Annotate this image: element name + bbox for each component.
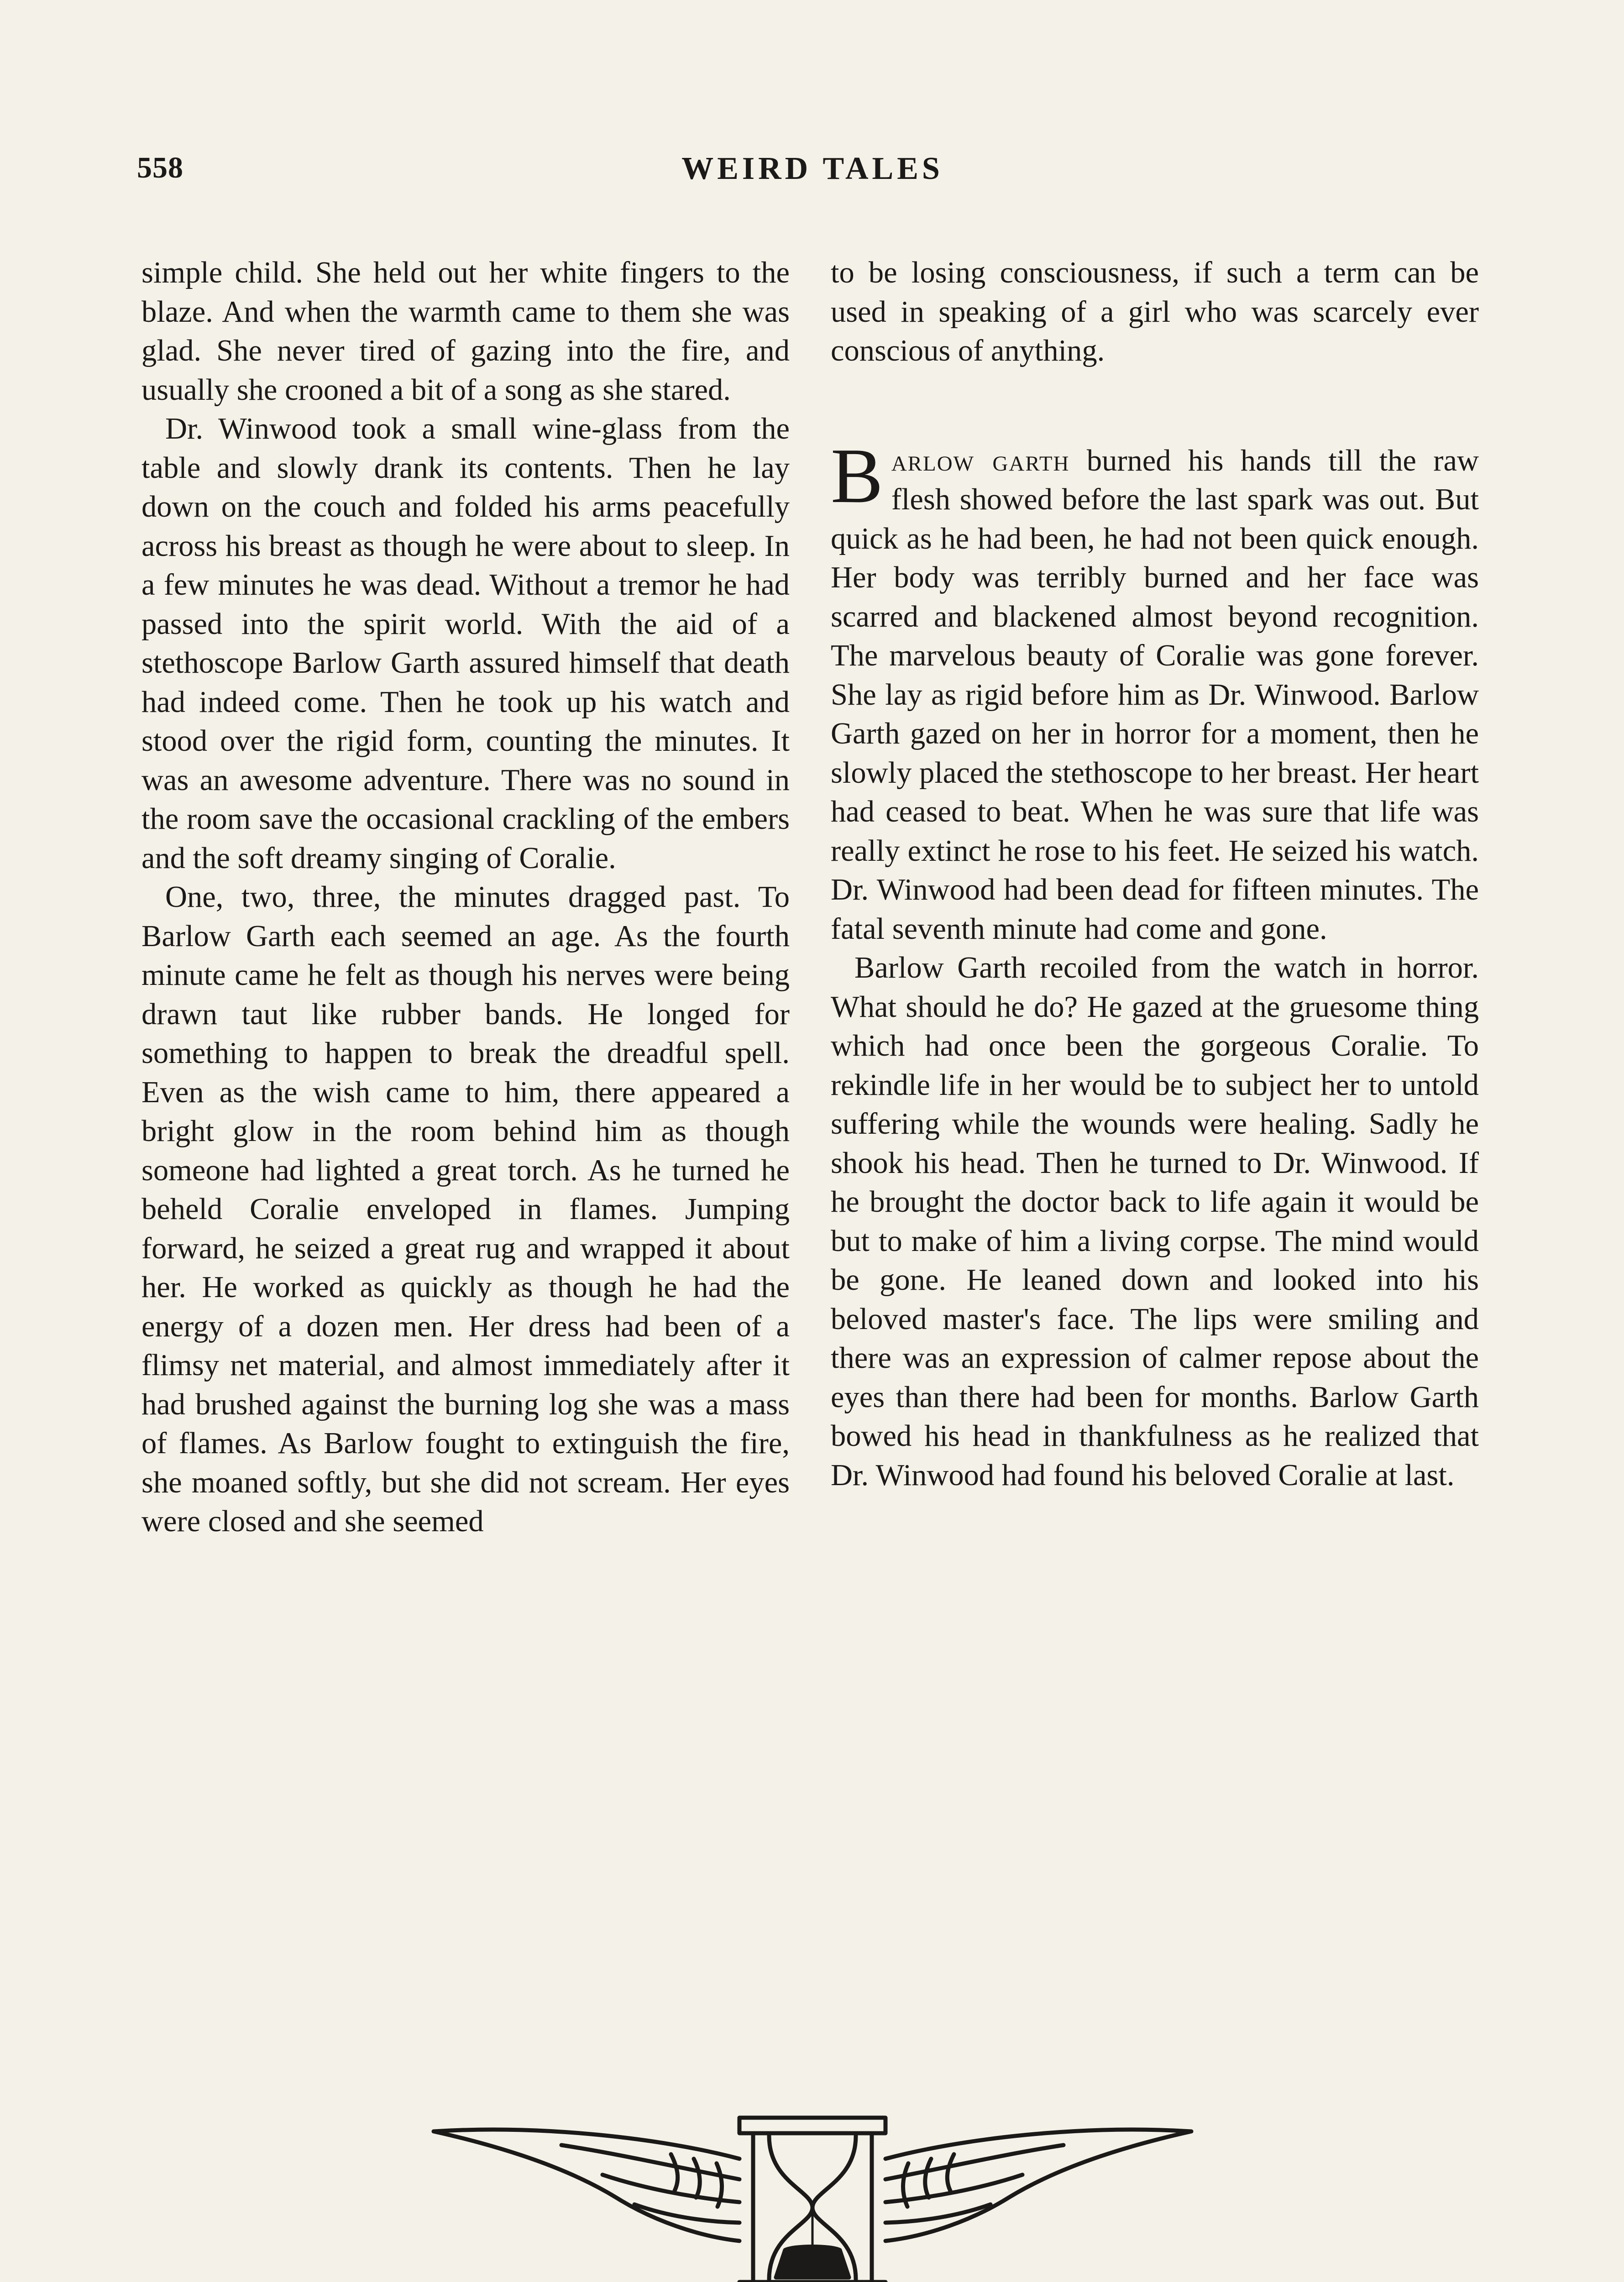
page-header xyxy=(137,151,1488,205)
paragraph: Barlow Garth recoiled from the watch in horror. What should he do? He gazed at the gruesome thing which had once been the gorgeous Coralie. To rekindle life in her would be to subject her to untold suffering while the wounds were healing. Sadly he shook his head. Then he turned to Dr. Winwood. If he brought the doctor back to life again it would be but to make of him a living corpse. The mind would be gone. He leaned down and looked into his beloved master's face. The lips were smiling and there was an expression of calmer repose about the eyes than there had been for months. Barlow Garth bowed his head in thankfulness as he realized that Dr. Winwood had found his beloved Coralie at last. xyxy=(831,951,1479,1492)
right-column xyxy=(831,253,1479,1495)
page-number: 558 xyxy=(137,151,183,184)
winged-hourglass-icon xyxy=(424,2099,1200,2282)
smallcaps-lead: arlow garth xyxy=(891,444,1070,477)
paragraph: simple child. She held out her white fingers to the blaze. And when the warmth came to them she was glad. She never tired of gazing into the fire, and usually she crooned a bit of a song as she stared. xyxy=(141,256,790,407)
running-title: WEIRD TALES xyxy=(681,151,943,186)
paragraph-text: burned his hands till the raw flesh showed before the last spark was out. But quick as he had been, he had not been quick enough. Her body was terribly burned and her face was scarred and blackened almost beyond recognition. The marvelous beauty of Coralie was gone forever. She lay as rigid before him as Dr. Winwood. Barlow Garth gazed on her in horror for a moment, then he slowly placed the stethoscope to her breast. Her heart had ceased to beat. When he was sure that life was really extinct he rose to his feet. He seized his watch. Dr. Winwood had been dead for fifteen minutes. The fatal seventh minute had come and gone. xyxy=(831,444,1479,946)
drop-cap: B xyxy=(831,432,883,519)
paragraph: One, two, three, the minutes dragged past. To Barlow Garth each seemed an age. As the fourth minute came he felt as though his nerves were being drawn taut like rubber bands. He longed for something to happen to break the dreadful spell. Even as the wish came to him, there appeared a bright glow in the room behind him as though someone had lighted a great torch. As he turned he beheld Coralie enveloped in flames. Jumping forward, he seized a great rug and wrapped it about her. He worked as quickly as though he had the energy of a dozen men. Her dress had been of a flimsy net material, and almost immediately after it had brushed against the burning log she was a mass of flames. As Barlow fought to extinguish the fire, she moaned softly, but she did not scream. Her eyes were closed and she seemed xyxy=(141,880,790,1538)
paragraph: Dr. Winwood took a small wine-glass from the table and slowly drank its contents. Then he lay down on the couch and folded his arms peacefully across his breast as though he were about to sleep. In a few minutes he was dead. Without a tremor he had passed into the spirit world. With the aid of a stethoscope Barlow Garth assured himself that death had indeed come. Then he took up his watch and stood over the rigid form, counting the minutes. It was an awesome adventure. There was no sound in the room save the occasional crackling of the embers and the soft dreamy singing of Coralie. xyxy=(141,412,790,875)
section-opening-paragraph xyxy=(831,432,1479,949)
left-column xyxy=(141,253,790,1541)
paragraph: to be losing consciousness, if such a term can be used in speaking of a girl who was scarcely ever conscious of anything. xyxy=(831,256,1479,367)
